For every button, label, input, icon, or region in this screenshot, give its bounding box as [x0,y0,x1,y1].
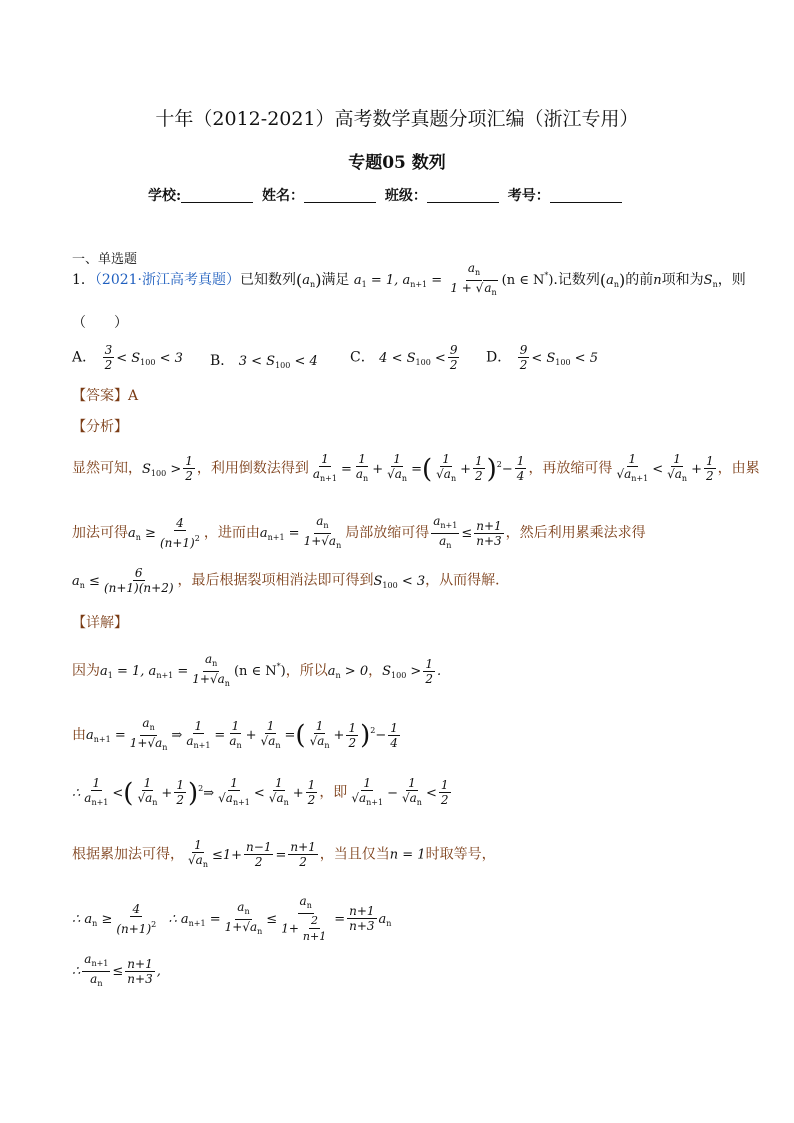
answer-line [72,385,138,405]
stem-text: .记数列 [553,272,600,288]
school-blank [181,188,253,203]
option-a-label: A． [72,349,97,366]
answer-label: 【答案】 [72,388,128,404]
stem-text: 的前 [625,272,654,288]
name-label: 姓名： [262,188,305,204]
answer-paren: （ ） [72,315,128,331]
class-label: 班级： [384,188,427,204]
question-source: （2021·浙江高考真题） [94,272,241,288]
option-c-label: C． [350,349,375,366]
question-number: 1． [72,272,95,288]
option-b-label: B． [210,353,235,369]
math-seq: $(a_n)$ [599,270,626,290]
school-label: 学校: [148,188,182,204]
option-b: B． $3 < S_{100} < 4$ [210,353,318,370]
analysis-line-3: $a_n$ ≤ $\frac{6}{(n+1)(n+2)}$ ，最后根据裂项相消法即可得到$S_{100} < 3$，从而得解． [72,566,510,595]
detail-line-3: ∴ $\frac{1}{a_{n+1}}$ <( $\frac{1}{√a_n}$ + $\frac{1}{2}$ )$^2$⇒ $\frac{1}{√a_{n+1}}$ < $\frac{1}{√a_n}$ + $\frac{1}{2}$ ，即 $\frac{1}{√a_{n+1}}$ − $\frac{1}{√a_n}$ < $\frac{1}{2}$ [72,776,449,808]
math-recurrence: $a_1 = 1$, $a_{n+1}$ = $\frac{a_n}{1 + √a_n}$ (n ∈ N*) [353,261,554,297]
option-a: A． $\frac{3}{2}$ < $S_{100} < 3$ [72,343,183,372]
exam-number-label: 考号： [507,188,550,204]
option-c: C． $4 < S_{100}$ < $\frac{9}{2}$ [350,343,458,372]
page-subtitle: 专题05 数列 [348,153,446,173]
section-heading: 一、单选题 [72,252,138,267]
detail-label: 【详解】 [72,615,128,631]
detail-line-6: ∴ $\frac{a_{n+1}}{a_n}$ ≤ $\frac{n+1}{n+3}$ , [72,952,161,988]
detail-line-5: ∴ $a_n$ ≥ $\frac{4}{(n+1)^2}$ ∴ $a_{n+1}$ = $\frac{a_n}{1+√a_n}$ ≤ $a_n$ 1+ $\frac{2}{n+1}$ = $\frac{n+1}{n+3}$ $a_n$ [72,894,392,943]
math-n: n [653,273,662,288]
analysis-label: 【分析】 [72,419,128,435]
exam-number-blank [550,188,622,203]
answer-value: A [128,388,139,404]
page-title: 十年（2012-2021）高考数学真题分项汇编（浙江专用） [155,108,639,130]
detail-line-1: 因为$a_1 = 1$, $a_{n+1}$ = $\frac{a_n}{1+√a_n}$ (n ∈ N*)，所以$a_n > 0$，$S_{100}$ > $\frac{1}{2}$ . [72,652,442,688]
stem-text: ，则 [717,272,746,288]
math-sn: $S_n$ [703,273,718,289]
student-info-line [148,185,626,205]
stem-text: 项和为 [661,272,704,288]
question-stem [72,261,746,300]
detail-line-4: 根据累加法可得， $\frac{1}{√a_n}$ ≤1+ $\frac{n-1}{2}$ = $\frac{n+1}{2}$ ，当且仅当n = 1时取等号， [72,838,496,869]
option-d: D． $\frac{9}{2}$ < $S_{100} < 5$ [486,343,598,372]
analysis-line-1: 显然可知，$S_{100}$ > $\frac{1}{2}$ ，利用倒数法得到 $\frac{1}{a_{n+1}}$ = $\frac{1}{a_n}$ + $\frac{1}{√a_n}$ =( $\frac{1}{√a_n}$ + $\frac{1}{2}$ )$^2$− $\frac{1}{4}$ ，再放缩可得 $\frac{1}{√a_{n+1}}$ < $\frac{1}{√a_n}$ + $\frac{1}{2}$ ，由累 [72,452,760,484]
stem-text: 已知数列 [240,272,297,288]
stem-text: 满足 [321,272,350,288]
name-blank [304,188,376,203]
class-blank [427,188,499,203]
analysis-line-2: 加法可得$a_n$ ≥ $\frac{4}{(n+1)^2}$ ，进而由$a_{n+1}$ = $\frac{a_n}{1+√a_n}$ 局部放缩可得 $\frac{a_{n+1}}{a_n}$ ≤ $\frac{n+1}{n+3}$ ，然后利用累乘法求得 [72,514,646,550]
math-seq: $(a_n)$ [296,270,322,290]
detail-line-2: 由$a_{n+1}$ = $\frac{a_n}{1+√a_n}$ ⇒ $\frac{1}{a_{n+1}}$ = $\frac{1}{a_n}$ + $\frac{1}{√a_n}$ =( $\frac{1}{√a_n}$ + $\frac{1}{2}$ )$^2$− $\frac{1}{4}$ [72,716,398,752]
option-d-label: D． [486,349,512,366]
